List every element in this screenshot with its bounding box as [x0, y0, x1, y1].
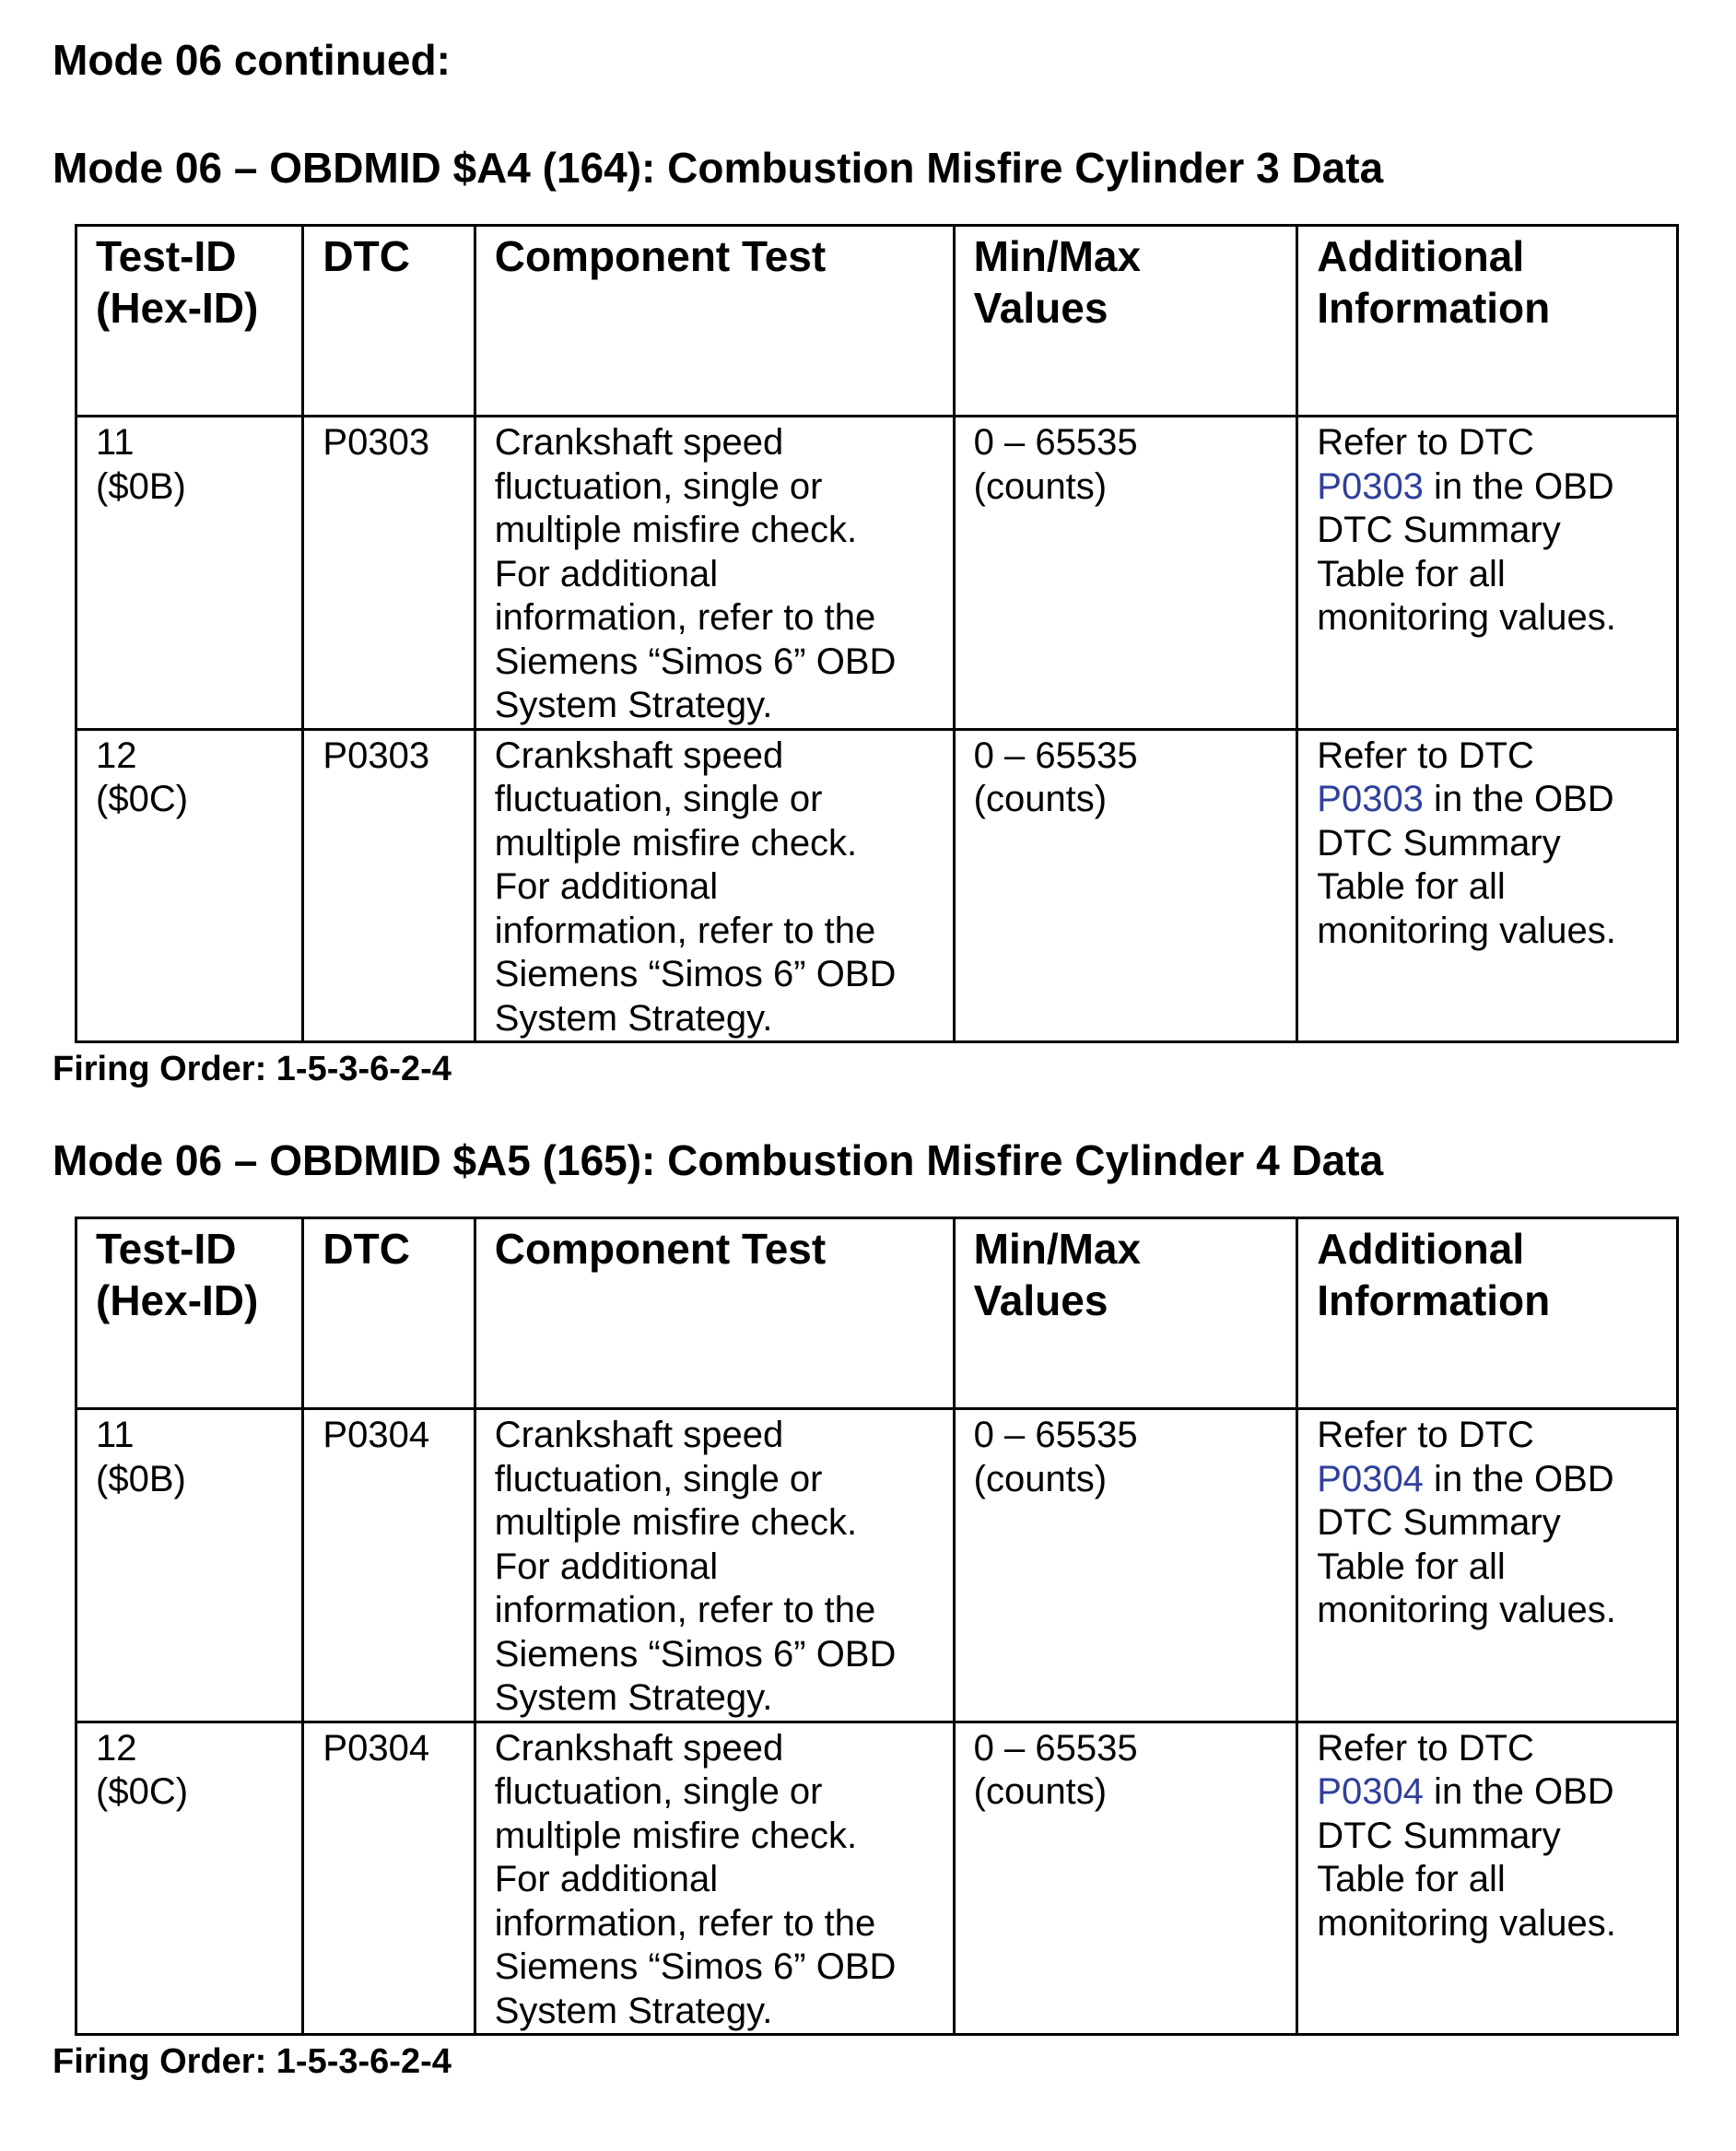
header-min-max: Min/Max Values: [954, 226, 1297, 417]
section-title: Mode 06 – OBDMID $A4 (164): Combustion Misfire Cylinder 3 Data: [53, 144, 1384, 192]
table-row: [76, 1722, 1678, 2035]
misfire-table: [75, 224, 1679, 1043]
section-title: Mode 06 – OBDMID $A5 (165): Combustion Misfire Cylinder 4 Data: [53, 1136, 1384, 1184]
header-dtc: DTC: [303, 1218, 475, 1409]
dtc-link[interactable]: P0303: [1317, 465, 1424, 507]
misfire-table: [75, 1217, 1679, 2036]
cell-additional-info: Refer to DTC P0303 in the OBD DTC Summary Table for all monitoring values.: [1297, 729, 1678, 1042]
dtc-link[interactable]: P0303: [1317, 779, 1424, 819]
header-test-id: Test-ID (Hex-ID): [76, 1218, 303, 1409]
cell-test-id: 12 ($0C): [76, 1722, 303, 2035]
cell-component-test: Crankshaft speed fluctuation, single or multiple misfire check. For additional information, refer to the Siemens “Simos 6” OBD System Strategy.: [475, 1409, 954, 1722]
table-header-row: [76, 1218, 1678, 1409]
cell-test-id: 11 ($0B): [76, 1409, 303, 1722]
cell-dtc: P0304: [303, 1722, 475, 2035]
section-cylinder-4: [53, 1135, 1693, 2084]
cell-dtc: P0303: [303, 729, 475, 1042]
table-row: [76, 417, 1678, 730]
table-row: [76, 729, 1678, 1042]
section-cylinder-3: [53, 143, 1693, 1091]
header-component-test: Component Test: [475, 1218, 954, 1409]
header-min-max: Min/Max Values: [954, 1218, 1297, 1409]
cell-component-test: Crankshaft speed fluctuation, single or multiple misfire check. For additional information, refer to the Siemens “Simos 6” OBD System Strategy.: [475, 729, 954, 1042]
cell-test-id: 11 ($0B): [76, 417, 303, 730]
cell-component-test: Crankshaft speed fluctuation, single or multiple misfire check. For additional information, refer to the Siemens “Simos 6” OBD System Strategy.: [475, 417, 954, 730]
cell-additional-info: Refer to DTC P0303 in the OBD DTC Summary Table for all monitoring values.: [1297, 417, 1678, 730]
cell-test-id: 12 ($0C): [76, 729, 303, 1042]
cell-min-max: 0 – 65535 (counts): [954, 1409, 1297, 1722]
header-additional-info: Additional Information: [1297, 226, 1678, 417]
dtc-link[interactable]: P0304: [1317, 1771, 1424, 1812]
firing-order: Firing Order: 1-5-3-6-2-4: [53, 2042, 452, 2081]
dtc-link[interactable]: P0304: [1317, 1458, 1424, 1499]
cell-dtc: P0304: [303, 1409, 475, 1722]
header-test-id: Test-ID (Hex-ID): [76, 226, 303, 417]
header-dtc: DTC: [303, 226, 475, 417]
cell-min-max: 0 – 65535 (counts): [954, 729, 1297, 1042]
header-additional-info: Additional Information: [1297, 1218, 1678, 1409]
table-header-row: [76, 226, 1678, 417]
cell-additional-info: Refer to DTC P0304 in the OBD DTC Summary Table for all monitoring values.: [1297, 1409, 1678, 1722]
cell-dtc: P0303: [303, 417, 475, 730]
cell-component-test: Crankshaft speed fluctuation, single or multiple misfire check. For additional information, refer to the Siemens “Simos 6” OBD System Strategy.: [475, 1722, 954, 2035]
cell-additional-info: Refer to DTC P0304 in the OBD DTC Summary Table for all monitoring values.: [1297, 1722, 1678, 2035]
cell-min-max: 0 – 65535 (counts): [954, 417, 1297, 730]
table-row: [76, 1409, 1678, 1722]
header-component-test: Component Test: [475, 226, 954, 417]
firing-order: Firing Order: 1-5-3-6-2-4: [53, 1050, 452, 1088]
page-heading: Mode 06 continued:: [53, 36, 451, 84]
cell-min-max: 0 – 65535 (counts): [954, 1722, 1297, 2035]
